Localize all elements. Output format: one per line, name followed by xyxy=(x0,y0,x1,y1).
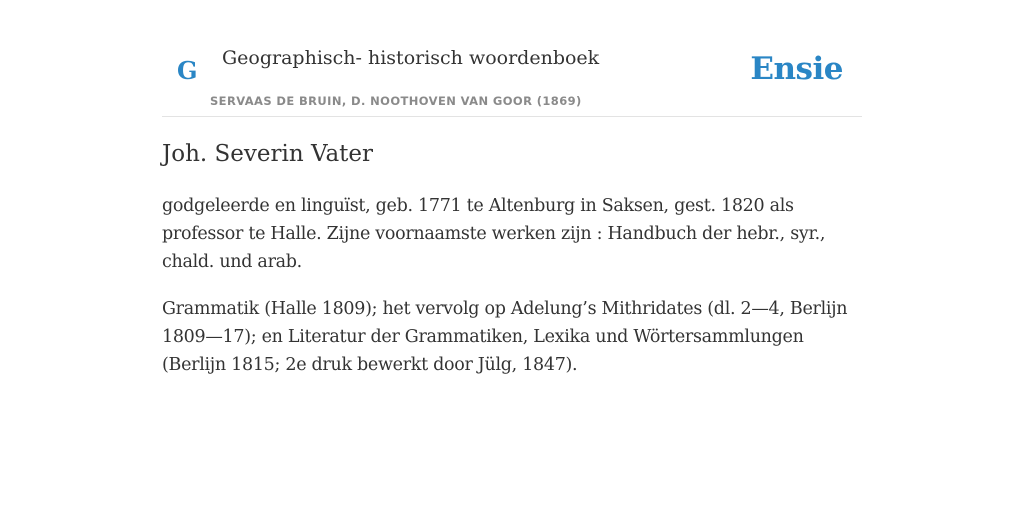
entry-paragraph: Grammatik (Halle 1809); het vervolg op Adelung’s Mithridates (dl. 2—4, Berlijn 1809—17); en Literatur der Grammatiken, Lexika und Wörtersammlungen (Berlijn 1815; 2e druk bewerkt door Jülg, 1847). xyxy=(162,299,848,375)
entry-content xyxy=(162,138,862,398)
ensie-logo-link[interactable]: Ensie xyxy=(750,51,843,87)
book-authors: SERVAAS DE BRUIN, D. NOOTHOVEN VAN GOOR (1869) xyxy=(210,94,582,108)
entry-title: Joh. Severin Vater xyxy=(162,141,374,167)
book-header xyxy=(162,0,862,117)
entry-paragraph: godgeleerde en linguïst, geb. 1771 te Altenburg in Saksen, gest. 1820 als professor te Halle. Zijne voornaamste werken zijn : Handbuch der hebr., syr., chald. und arab. xyxy=(162,196,826,272)
book-letter-icon[interactable]: G xyxy=(177,56,198,85)
book-title-link[interactable]: Geographisch- historisch woordenboek xyxy=(222,47,600,69)
